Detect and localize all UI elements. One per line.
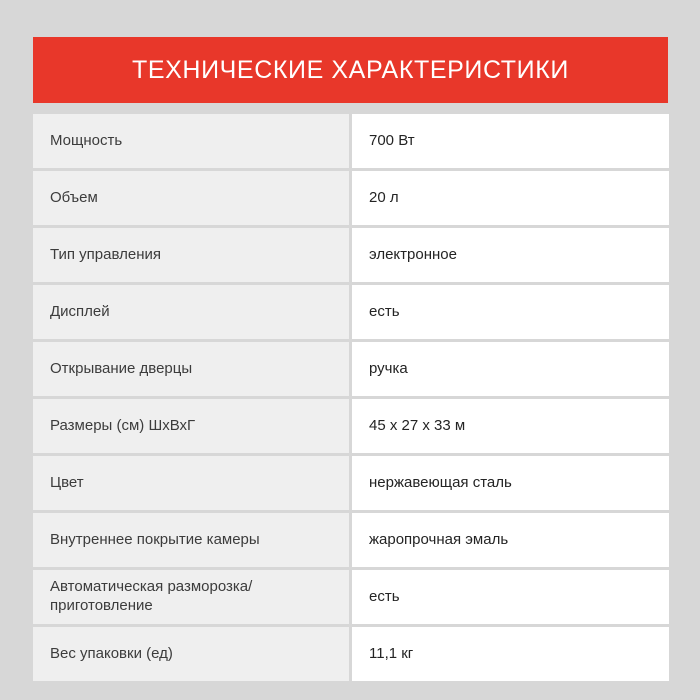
spec-label-cell <box>33 570 349 624</box>
spec-label: Вес упаковки (ед) <box>50 644 173 662</box>
spec-label-cell <box>33 114 349 168</box>
spec-label: Цвет <box>50 473 84 491</box>
spec-label-cell <box>33 285 349 339</box>
spec-value: 700 Вт <box>369 131 415 149</box>
spec-label: Объем <box>50 188 98 206</box>
table-row <box>33 228 669 282</box>
table-row <box>33 399 669 453</box>
spec-label: Открывание дверцы <box>50 359 193 377</box>
spec-label-cell <box>33 456 349 510</box>
spec-value-cell <box>352 114 669 168</box>
table-row <box>33 342 669 396</box>
table-row <box>33 114 669 168</box>
spec-label: Дисплей <box>50 302 110 320</box>
spec-value: электронное <box>369 245 457 263</box>
spec-label: Тип управления <box>50 245 161 263</box>
table-row <box>33 285 669 339</box>
spec-value-cell <box>352 342 669 396</box>
spec-value: есть <box>369 302 400 320</box>
spec-value-cell <box>352 171 669 225</box>
spec-label-cell <box>33 627 349 681</box>
spec-label: Мощность <box>50 131 123 149</box>
spec-value-cell <box>352 570 669 624</box>
spec-label-cell <box>33 228 349 282</box>
table-row <box>33 570 669 624</box>
spec-value-cell <box>352 456 669 510</box>
spec-label-cell <box>33 513 349 567</box>
spec-value-cell <box>352 627 669 681</box>
spec-value: нержавеющая сталь <box>369 473 512 491</box>
table-row <box>33 456 669 510</box>
spec-label-cell <box>33 171 349 225</box>
spec-table <box>33 114 669 681</box>
spec-value: ручка <box>369 359 408 377</box>
table-row <box>33 513 669 567</box>
spec-value-cell <box>352 285 669 339</box>
spec-value: 20 л <box>369 188 399 206</box>
spec-label: Автоматическая разморозка/приготовление <box>50 578 253 614</box>
spec-value-cell <box>352 399 669 453</box>
spec-label-cell <box>33 342 349 396</box>
spec-value-cell <box>352 513 669 567</box>
table-row <box>33 627 669 681</box>
page-title: ТЕХНИЧЕСКИЕ ХАРАКТЕРИСТИКИ <box>132 55 569 84</box>
spec-label: Размеры (см) ШхВхГ <box>50 416 196 434</box>
spec-label: Внутреннее покрытие камеры <box>50 530 260 548</box>
spec-value-cell <box>352 228 669 282</box>
spec-label-cell <box>33 399 349 453</box>
spec-value: жаропрочная эмаль <box>369 530 509 548</box>
spec-value: 45 х 27 х 33 м <box>369 416 466 434</box>
spec-value: 11,1 кг <box>369 644 414 662</box>
table-row <box>33 171 669 225</box>
title-banner <box>33 37 668 103</box>
spec-value: есть <box>369 587 400 605</box>
